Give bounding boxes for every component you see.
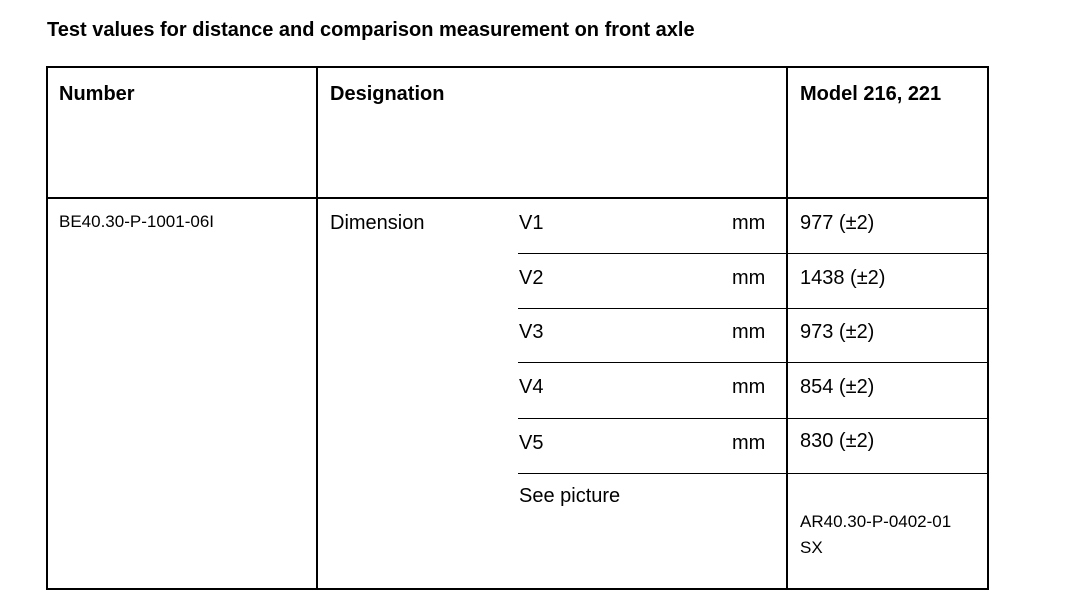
- row-label-v2: V2: [519, 267, 544, 289]
- row-divider: [518, 418, 987, 419]
- row-label-v4: V4: [519, 376, 544, 398]
- row-unit: mm: [732, 212, 766, 234]
- row-value-v2: 1438 (±2): [800, 267, 886, 289]
- row-value-v5: 830 (±2): [800, 430, 875, 452]
- column-divider: [786, 68, 788, 588]
- document-title: Test values for distance and comparison measurement on front axle: [47, 19, 695, 41]
- picture-reference-line1: AR40.30-P-0402-01: [800, 512, 952, 531]
- row-divider: [518, 473, 987, 474]
- header-divider: [48, 197, 987, 199]
- header-number: Number: [59, 83, 135, 105]
- picture-reference-line2: SX: [800, 538, 823, 557]
- header-designation: Designation: [330, 83, 445, 105]
- row-divider: [518, 362, 987, 363]
- row-unit: mm: [732, 432, 766, 454]
- designation-dimension: Dimension: [330, 212, 425, 234]
- header-model: Model 216, 221: [800, 83, 942, 105]
- row-divider: [518, 253, 987, 254]
- test-values-table: [46, 66, 989, 590]
- row-unit: mm: [732, 376, 766, 398]
- row-label-v3: V3: [519, 321, 544, 343]
- row-value-v1: 977 (±2): [800, 212, 875, 234]
- row-divider: [518, 308, 987, 309]
- column-divider: [316, 68, 318, 588]
- row-value-v3: 973 (±2): [800, 321, 875, 343]
- row-label-v1: V1: [519, 212, 544, 234]
- row-unit: mm: [732, 321, 766, 343]
- document-number: BE40.30-P-1001-06I: [59, 212, 214, 231]
- see-picture-label: See picture: [519, 485, 621, 507]
- row-unit: mm: [732, 267, 766, 289]
- row-label-v5: V5: [519, 432, 544, 454]
- row-value-v4: 854 (±2): [800, 376, 875, 398]
